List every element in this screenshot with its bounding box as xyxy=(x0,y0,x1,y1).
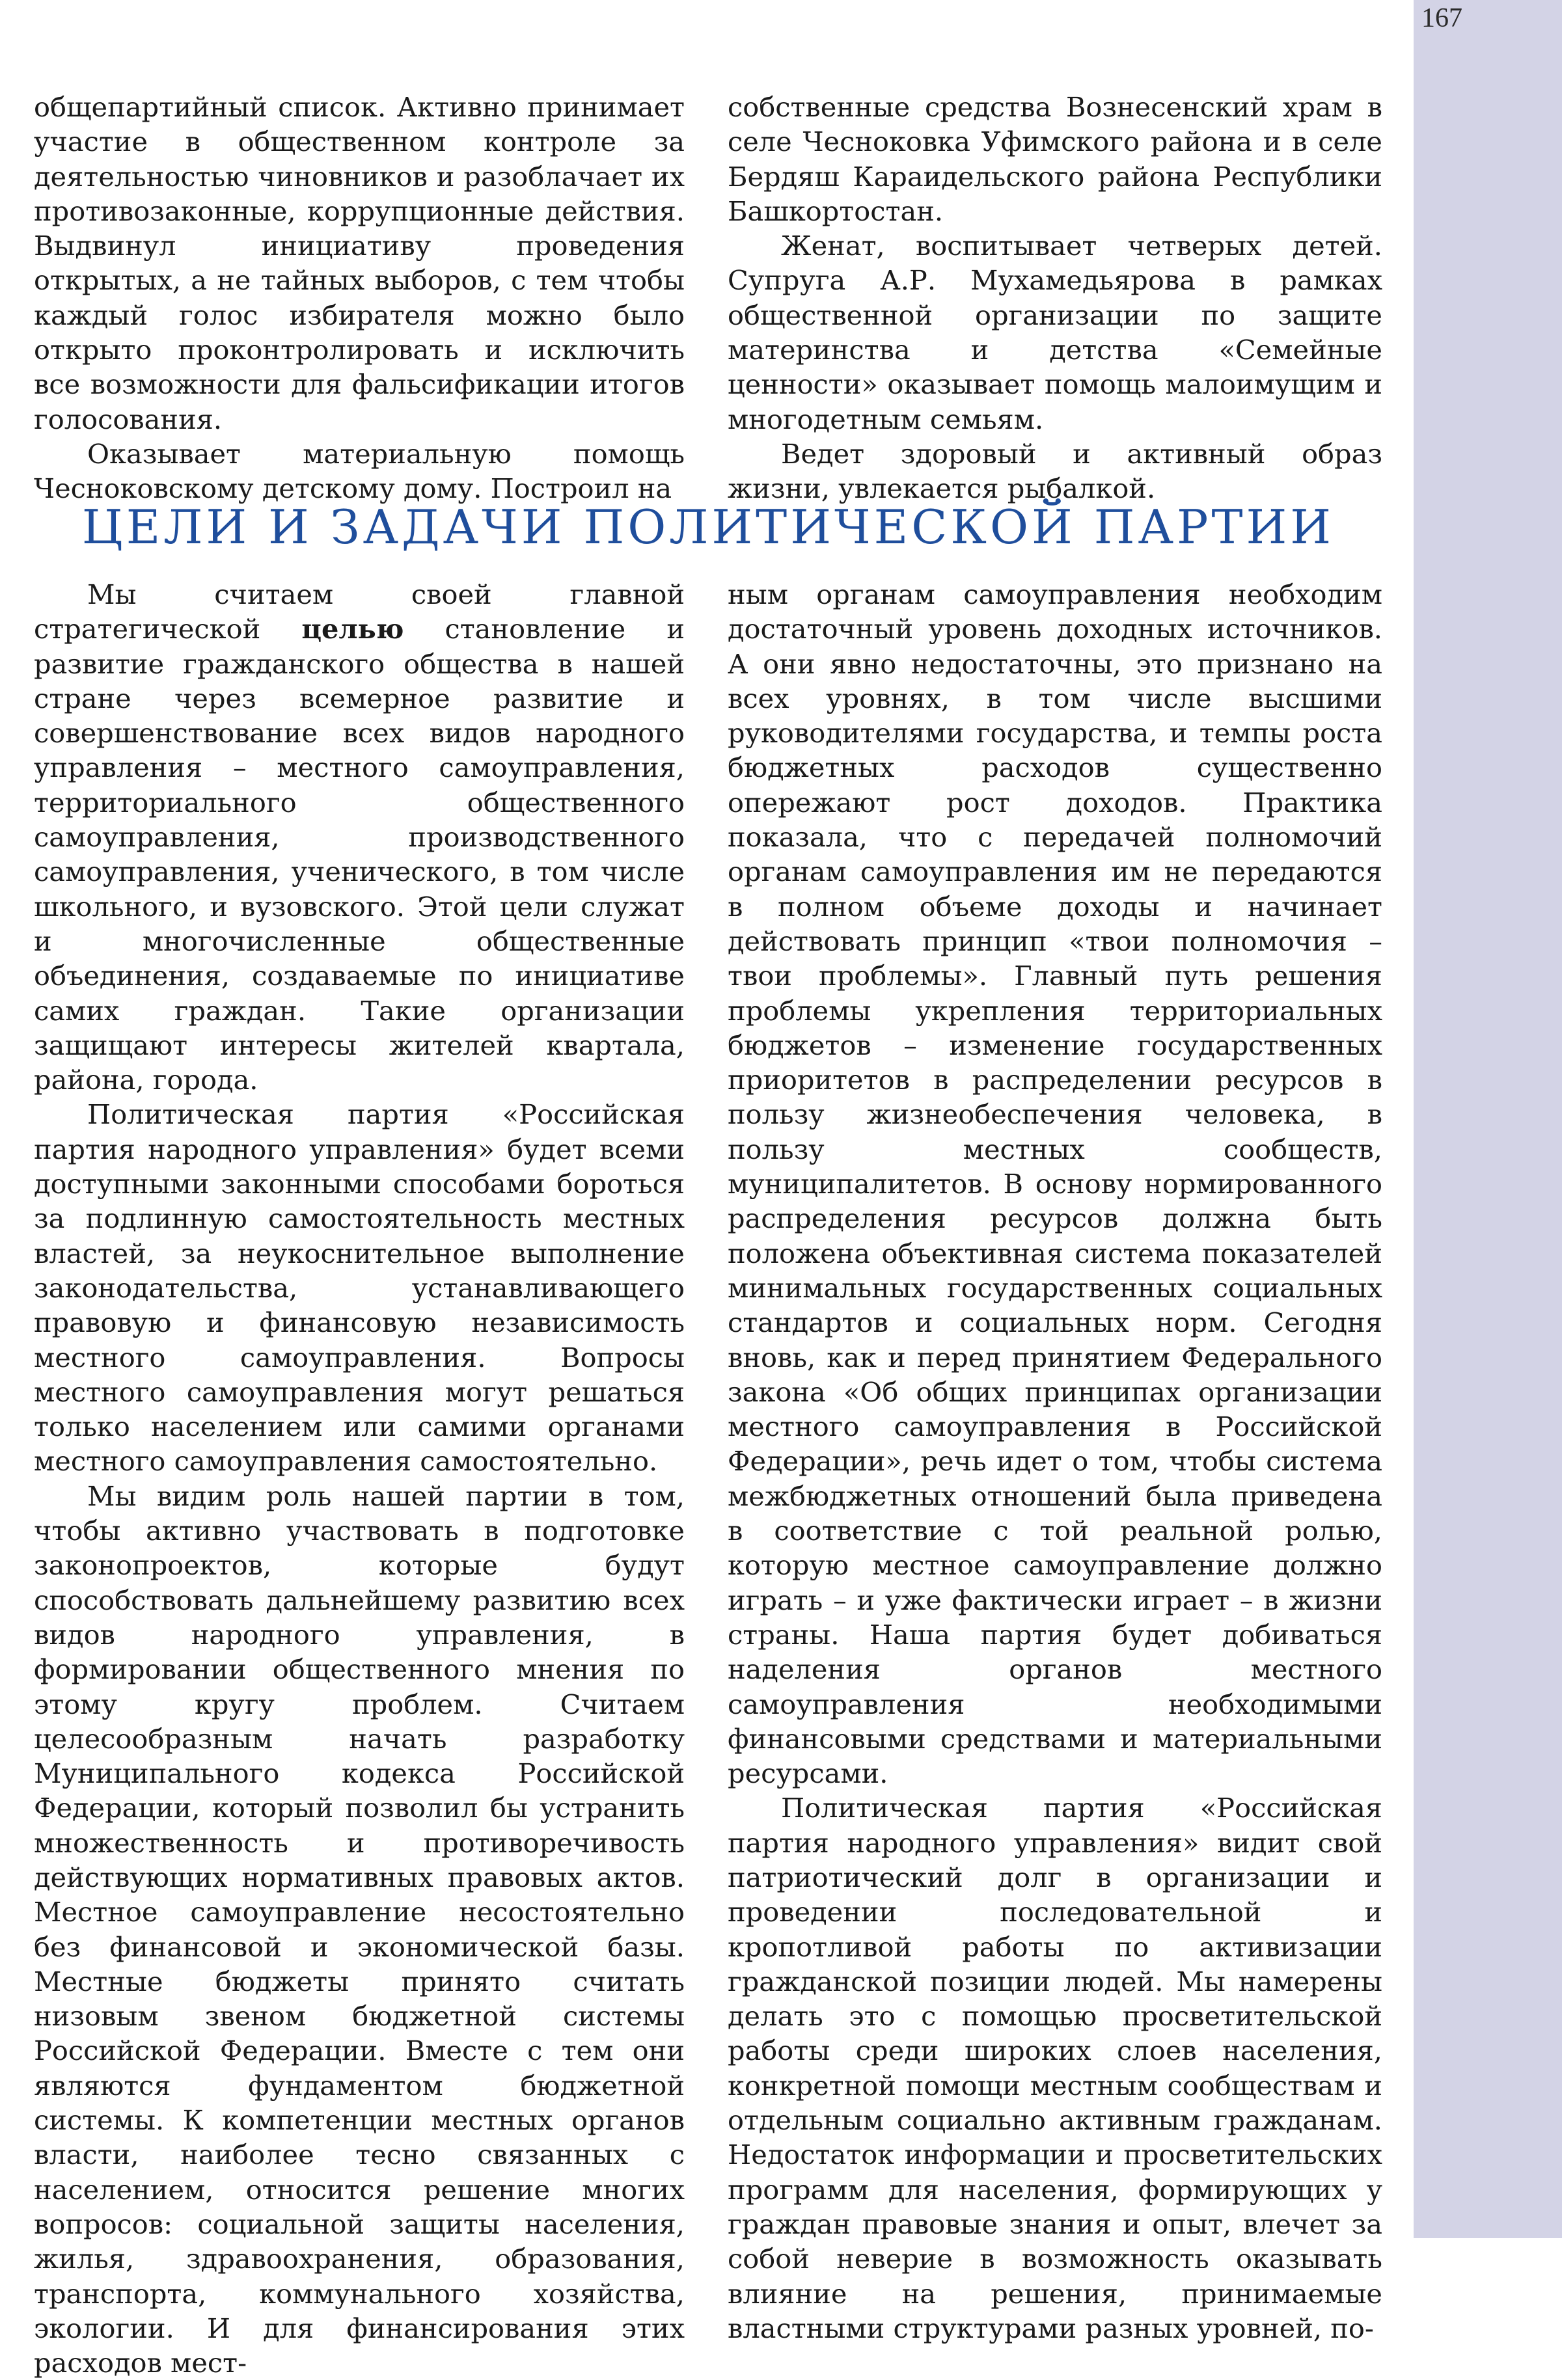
section-heading-text: ЦЕЛИ И ЗАДАЧИ ПОЛИТИЧЕСКОЙ ПАРТИИ xyxy=(81,500,1335,554)
paragraph: собственные средства Вознесенский храм в селе Чесноковка Уфимского района и в селе Бердяш Караидельского района Республики Башкортостан. xyxy=(728,91,1382,227)
main-left-column xyxy=(34,577,685,2380)
keyword-bold: целью xyxy=(301,613,404,645)
paragraph: общепартийный список. Активно принимает участие в общественном контроле за деятельностью чиновников и разоблачает их противозаконные, коррупционные действия. Выдвинул инициативу проведения открытых, а не тайных выборов, с тем чтобы каждый голос избирателя можно было открыто проконтролировать и исключить все возможности для фальсификации итогов голосования. xyxy=(34,91,685,435)
main-right-column xyxy=(728,577,1382,2346)
side-margin-strip xyxy=(1414,0,1562,2238)
top-right-column xyxy=(728,90,1382,506)
paragraph xyxy=(34,577,685,1097)
paragraph: Оказывает материальную помощь Чесноковскому детскому дому. Построил на xyxy=(34,437,685,505)
paragraph-text: становление и развитие гражданского общества в нашей стране через всемерное развитие и совершенствование всех видов народного управления – местного самоуправления, территориального общественного самоуправления, производственного самоуправления, ученического, в том числе школьного, и вузовского. Этой цели служат и многочисленные общественные объединения, создаваемые по инициативе самих граждан. Такие организации защищают интересы жителей квартала, района, города. xyxy=(34,613,685,1096)
paragraph: Женат, воспитывает четверых детей. Супруга А.Р. Мухамедьярова в рамках общественной организации по защите материнства и детства «Семейные ценности» оказывает помощь малоимущим и многодетным семьям. xyxy=(728,230,1382,435)
top-left-column xyxy=(34,90,685,506)
paragraph: Ведет здоровый и активный образ жизни, увлекается рыбалкой. xyxy=(728,437,1382,505)
paragraph: Мы видим роль нашей партии в том, чтобы активно участвовать в подготовке законопроектов, которые будут способствовать дальнейшему развитию всех видов народного управления, в формировании общественного мнения по этому кругу проблем. Считаем целесообразным начать разработку Муниципального кодекса Российской Федерации, который позволил бы устранить множественность и противоречивость действующих нормативных правовых актов. Местное самоуправление несостоятельно без финансовой и экономической базы. Местные бюджеты принято считать низовым звеном бюджетной системы Российской Федерации. Вместе с тем они являются фундаментом бюджетной системы. К компетенции местных органов власти, наиболее тесно связанных с населением, относится решение многих вопросов: социальной защиты населения, жилья, здравоохранения, образования, транспорта, коммунального хозяйства, экологии. И для финансирования этих расходов мест- xyxy=(34,1480,685,2379)
paragraph: ным органам самоуправления необходим достаточный уровень доходных источников. А они явно недостаточны, это признано на всех уровнях, в том числе высшими руководителями государства, и темпы роста бюджетных расходов существенно опережают рост доходов. Практика показала, что с передачей полномочий органам самоуправления им не передаются в полном объеме доходы и начинает действовать принцип «твои полномочия – твои проблемы». Главный путь решения проблемы укрепления территориальных бюджетов – изменение государственных приоритетов в распределении ресурсов в пользу жизнеобеспечения человека, в пользу местных сообществ, муниципалитетов. В основу нормированного распределения ресурсов должна быть положена объективная система показателей минимальных государственных социальных стандартов и социальных норм. Сегодня вновь, как и перед принятием Федерального закона «Об общих принципах организации местного самоуправления в Российской Федерации», речь идет о том, чтобы система межбюджетных отношений была приведена в соответствие с той реальной ролью, которую местное самоуправление должно играть – и уже фактически играет – в жизни страны. Наша партия будет добиваться наделения органов местного самоуправления необходимыми финансовыми средствами и материальными ресурсами. xyxy=(728,578,1382,1790)
section-heading xyxy=(34,500,1382,554)
page-number: 167 xyxy=(1421,3,1462,33)
paragraph: Политическая партия «Российская партия народного управления» видит свой патриотический долг в организации и проведении последовательной и кропотливой работы по активизации гражданской позиции людей. Мы намерены делать это с помощью просветительской работы среди широких слоев населения, конкретной помощи местным сообществам и отдельным социально активным гражданам. Недостаток информации и просветительских программ для населения, формирующих у граждан правовые знания и опыт, влечет за собой неверие в возможность оказывать влияние на решения, принимаемые властными структурами разных уровней, по- xyxy=(728,1792,1382,2344)
paragraph-text: Мы считаем своей главной стратегической xyxy=(34,578,685,645)
paragraph: Политическая партия «Российская партия народного управления» будет всеми доступными законными способами бороться за подлинную самостоятельность местных властей, за неукоснительное выполнение законодательства, устанавливающего правовую и финансовую независимость местного самоуправления. Вопросы местного самоуправления могут решаться только населением или самими органами местного самоуправления самостоятельно. xyxy=(34,1098,685,1478)
